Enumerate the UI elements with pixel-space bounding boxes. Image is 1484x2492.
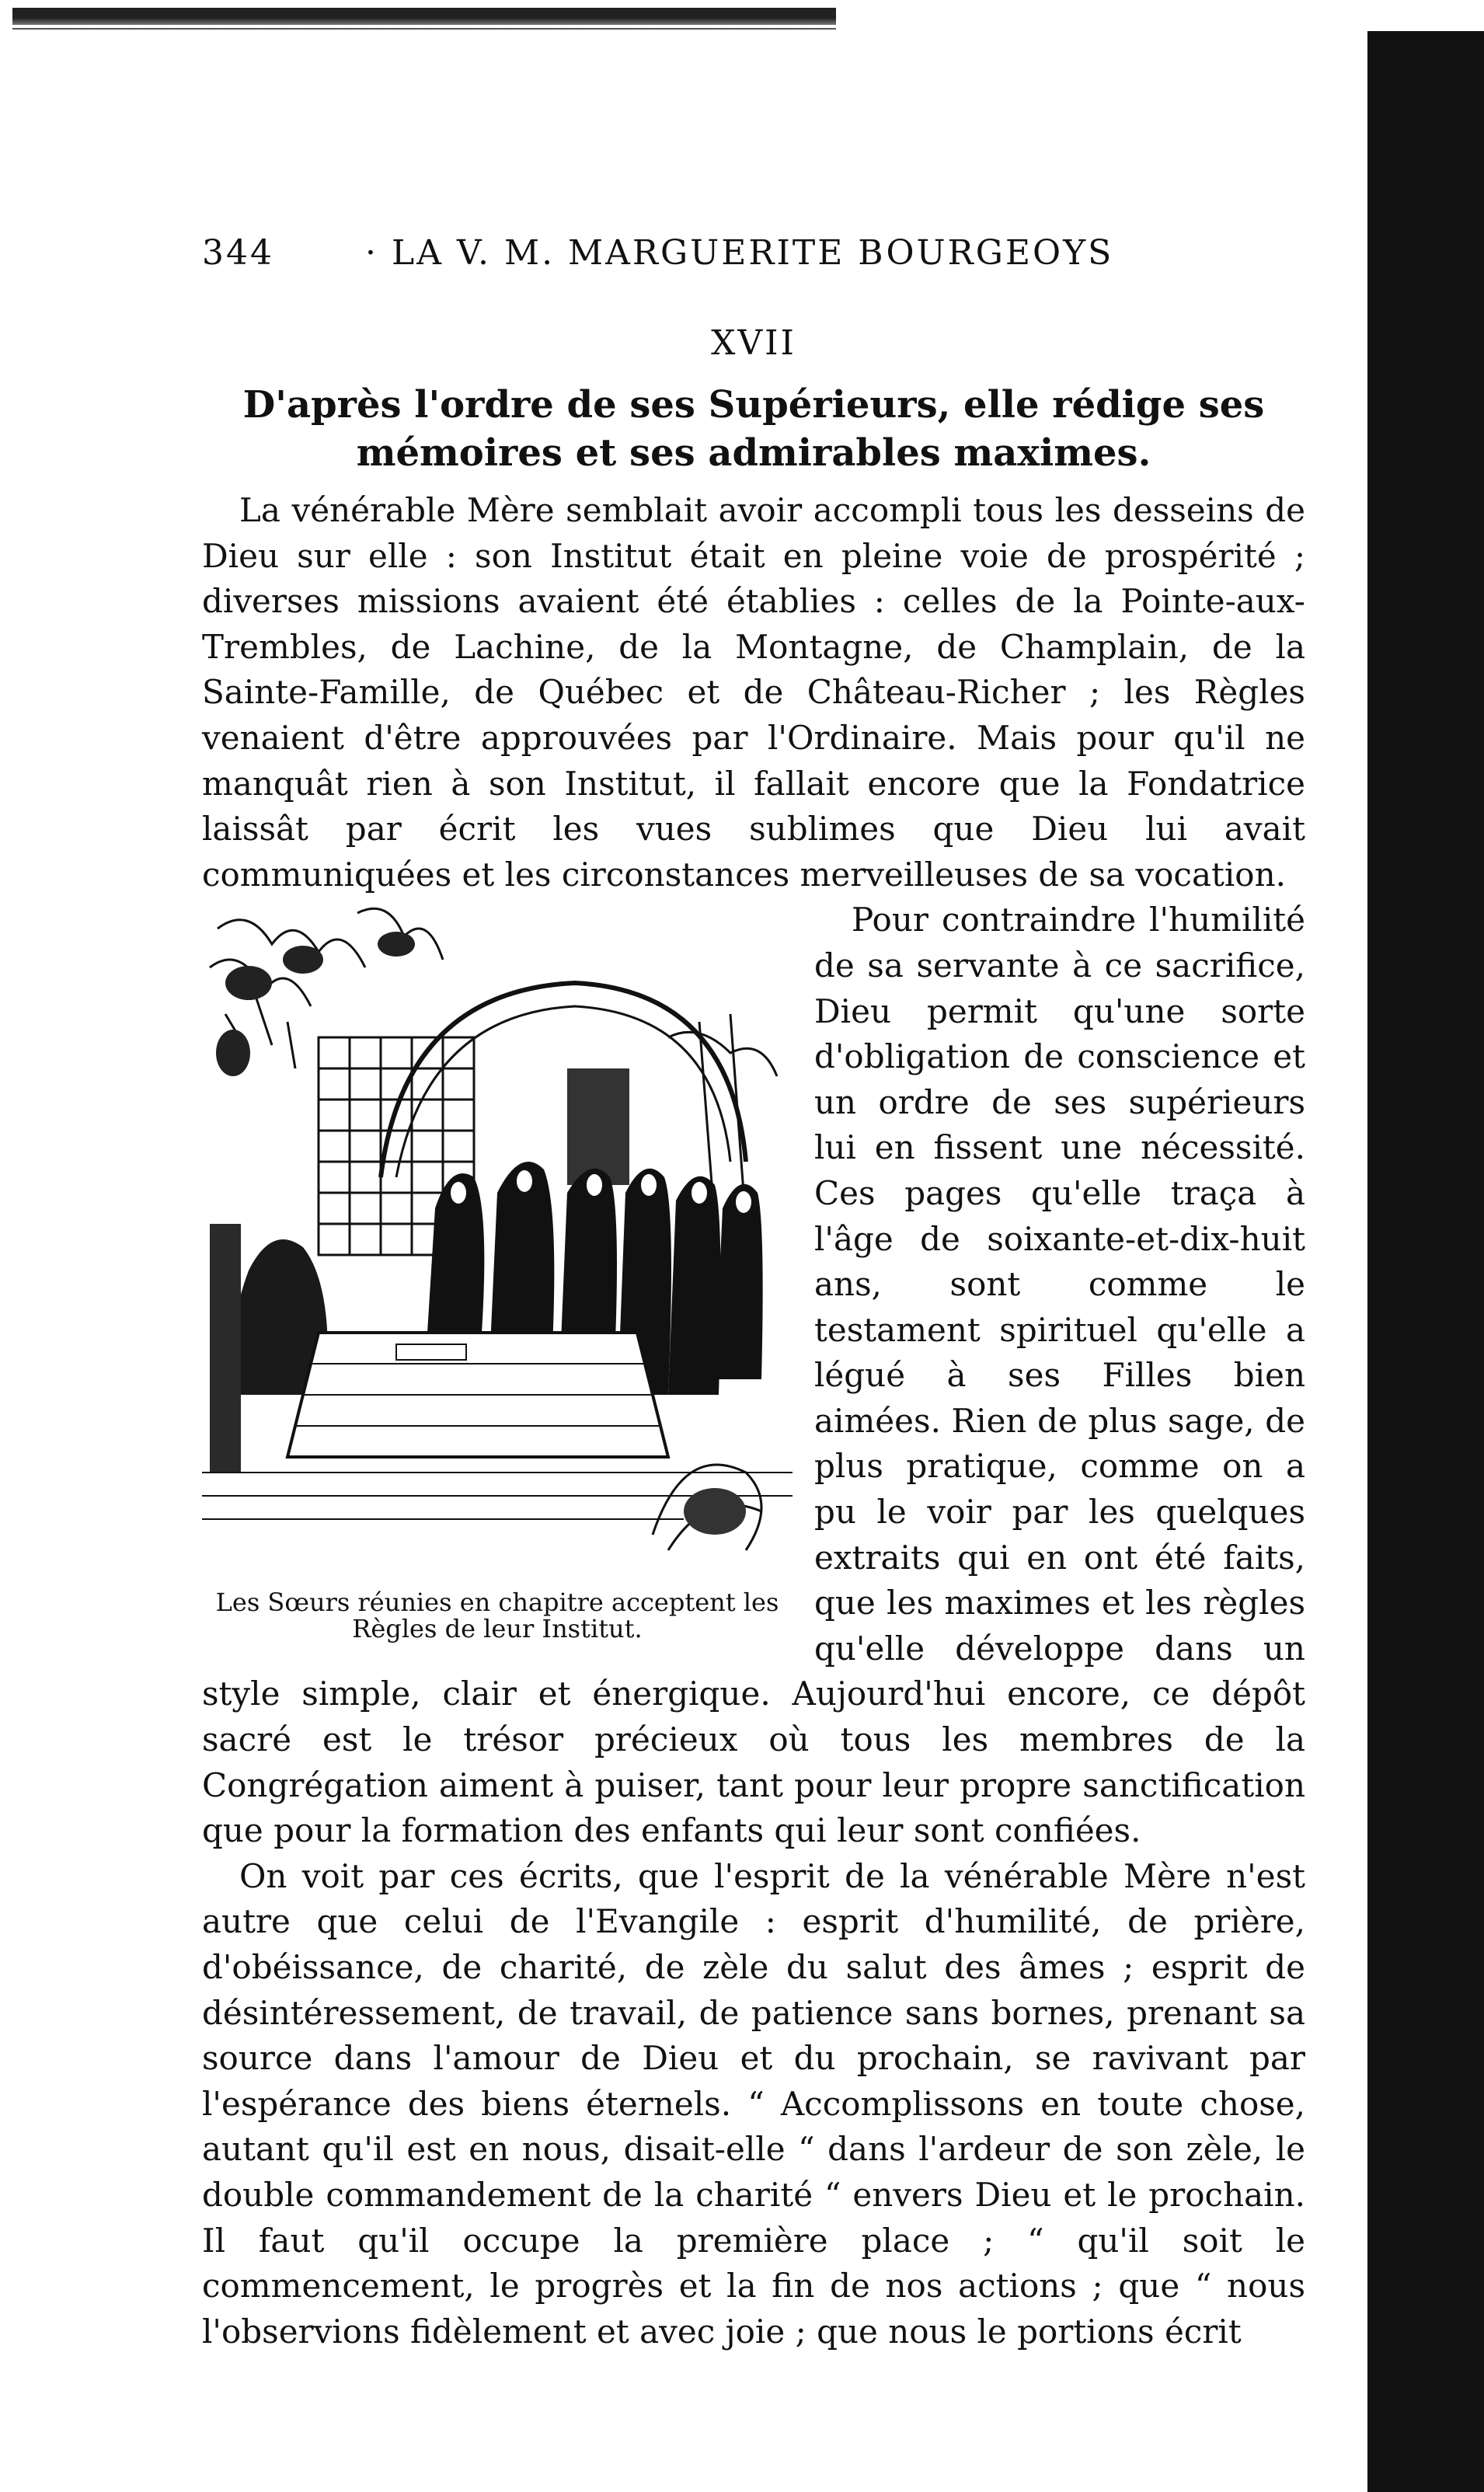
engraving-nuns-in-chapter-icon (202, 897, 793, 1566)
edge-fragment: " (1413, 1960, 1425, 1991)
edge-fragment: n (1413, 1863, 1430, 1894)
body-text (202, 488, 1305, 2354)
page-number: 344 (202, 233, 274, 273)
edge-fragment: p (1413, 1815, 1430, 1846)
figure-caption: Les Sœurs réunies en chapitre acceptent les Règles de leur Institut. (215, 1588, 779, 1644)
book-page (202, 233, 1305, 2354)
paragraph-1: La vénérable Mère semblait avoir accompli tous les desseins de Dieu sur elle : son Institut était en pleine voie de prospérité ; diverses missions avaient été établies : celles de la Pointe-aux-Trembles, de Lachine, de la Montagne, de Champlain, de la Sainte-Famille, de Québec et de Château-Richer ; les Règles venaient d'être approuvées par l'Ordinaire. Mais pour qu'il ne manquât rien à son Institut, il fallait encore que la Fondatrice laissât par écrit les vues sublimes que Dieu lui avait communiquées et les circonstances merveilleuses de sa vocation. (202, 491, 1305, 894)
chapter-number: XVII (711, 323, 796, 363)
edge-fragment: " (1413, 2008, 1425, 2039)
chapter-title: D'après l'ordre de ses Supérieurs, elle rédige ses mémoires et ses admirables maximes. (242, 383, 1265, 475)
illustration-figure (202, 897, 793, 1659)
page-header (202, 233, 1305, 295)
scan-top-rule-thin (12, 28, 836, 30)
scan-top-rule (12, 8, 836, 25)
edge-fragment: co (1413, 2056, 1444, 2087)
adjacent-page-fragments (1413, 1807, 1459, 2192)
edge-fragment: " (1413, 1912, 1425, 1943)
running-header: · LA V. M. MARGUERITE BOURGEOYS (365, 233, 1114, 273)
paragraph-2: Pour contraindre l'humilité de sa servante à ce sacrifice, Dieu permit qu'une sorte d'obligation de conscience et un ordre de ses supérieurs lui en fissent une nécessité. Ces pages qu'elle traça à l'âge de soixante-et-dix-huit ans, sont comme le testament spirituel qu'elle a légué à ses Filles bien aimées. Rien de plus sage, de plus pratique, comme on a pu le voir par les quelques extraits qui en ont été faits, que les maximes et les règles qu'elle développe dans un style simple, clair et énergique. Aujourd'hui encore, ce dépôt sacré est le trésor précieux où tous les membres de la Congrégation aiment à puiser, tant pour leur propre sanctification que pour la formation des enfants qui leur sont confiées. (202, 901, 1305, 1850)
edge-fragment: "( (1413, 2152, 1435, 2184)
edge-fragment: co (1413, 2104, 1444, 2135)
paragraph-3: On voit par ces écrits, que l'esprit de la vénérable Mère n'est autre que celui de l'Evangile : esprit d'humilité, de prière, d'obéissance, de charité, de zèle du salut des âmes ; esprit de désintéressement, de travail, de patience sans bornes, prenant sa source dans l'amour de Dieu et du prochain, se ravivant par l'espérance des biens éternels. “ Accomplissons en toute chose, autant qu'il est en nous, disait-elle “ dans l'ardeur de son zèle, le double commandement de la charité “ envers Dieu et le prochain. Il faut qu'il occupe la première place ; “ qu'il soit le commencement, le progrès et la fin de nos actions ; que “ nous l'observions fidèlement et avec joie ; que nous le portions écrit (202, 1856, 1305, 2351)
